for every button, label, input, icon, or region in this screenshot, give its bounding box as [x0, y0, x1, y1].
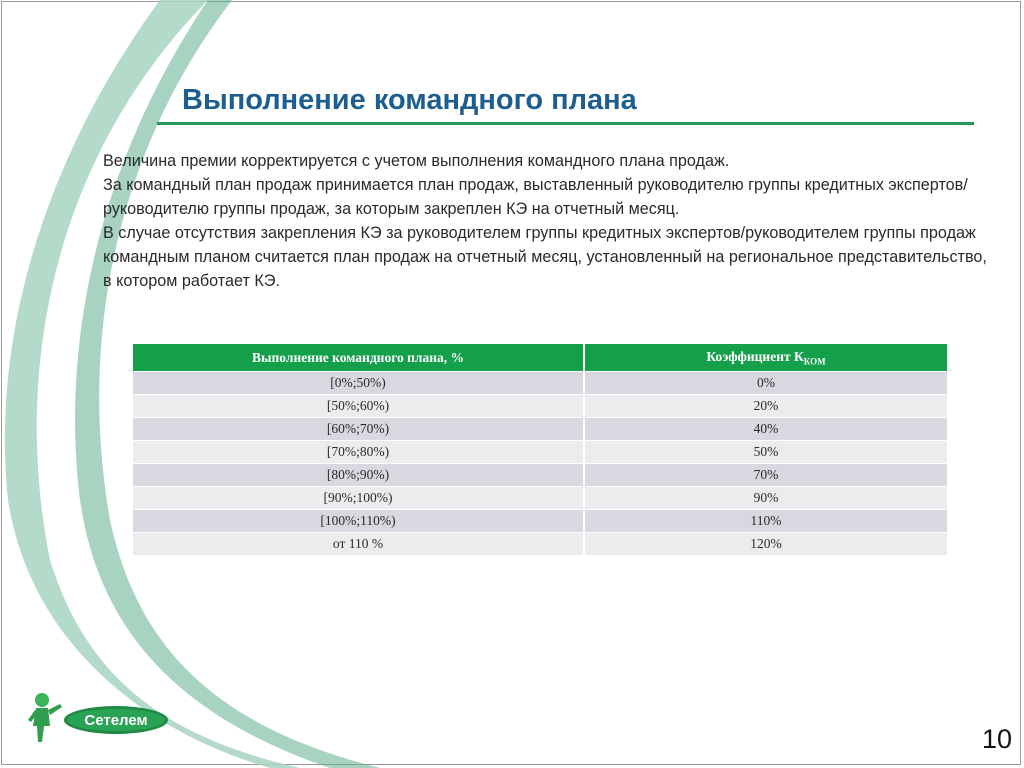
- range-cell: [50%;60%): [133, 395, 584, 418]
- range-cell: [80%;90%): [133, 464, 584, 487]
- header-coefficient-label: Коэффициент К: [706, 348, 804, 364]
- title-underline: [157, 122, 974, 125]
- table-header-row: [133, 344, 947, 372]
- paragraph-1: Величина премии корректируется с учетом выполнения командного плана продаж.: [103, 152, 730, 170]
- header-coefficient: [584, 344, 947, 372]
- table-row: [133, 418, 947, 441]
- coefficient-table: [133, 344, 947, 555]
- table-row: [133, 533, 947, 556]
- coef-cell: 20%: [584, 395, 947, 418]
- body-text: [103, 149, 993, 293]
- table-row: [133, 441, 947, 464]
- range-cell: [60%;70%): [133, 418, 584, 441]
- range-cell: [0%;50%): [133, 372, 584, 395]
- coef-cell: 120%: [584, 533, 947, 556]
- coef-cell: 110%: [584, 510, 947, 533]
- table-row: [133, 487, 947, 510]
- coef-cell: 40%: [584, 418, 947, 441]
- table-row: [133, 464, 947, 487]
- table-row: [133, 510, 947, 533]
- range-cell: [70%;80%): [133, 441, 584, 464]
- coef-cell: 50%: [584, 441, 947, 464]
- header-coefficient-subscript: КОМ: [803, 356, 826, 367]
- table-row: [133, 395, 947, 418]
- coef-cell: 0%: [584, 372, 947, 395]
- paragraph-3: В случае отсутствия закрепления КЭ за руководителем группы кредитных экспертов/руководителем группы продаж командным планом считается план продаж на отчетный месяц, установленный на региональное представительство, в котором работает КЭ.: [103, 224, 987, 290]
- range-cell: от 110 %: [133, 533, 584, 556]
- cetelem-logo: [24, 690, 174, 748]
- range-cell: [90%;100%): [133, 487, 584, 510]
- logo-wordmark: Сетелем: [84, 712, 148, 729]
- page-number: 10: [981, 724, 1012, 754]
- slide-title: Выполнение командного плана: [182, 84, 637, 116]
- range-cell: [100%;110%): [133, 510, 584, 533]
- coef-cell: 70%: [584, 464, 947, 487]
- coef-cell: 90%: [584, 487, 947, 510]
- header-team-plan: Выполнение командного плана, %: [133, 344, 584, 372]
- table-row: [133, 372, 947, 395]
- paragraph-2: За командный план продаж принимается план продаж, выставленный руководителю группы кредитных экспертов/руководителю группы продаж, за которым закреплен КЭ на отчетный месяц.: [103, 176, 968, 218]
